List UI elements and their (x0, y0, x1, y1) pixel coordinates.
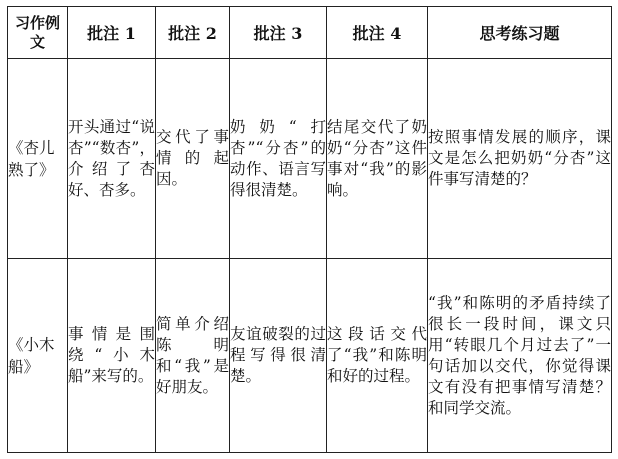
row1-note-2: 交代了事情的起因。 (156, 59, 230, 259)
row-title-xing-er-shu-le: 《杏儿熟了》 (8, 59, 68, 259)
header-exercise: 思考练习题 (428, 7, 612, 59)
row-title-xiao-mu-chuan: 《小木船》 (8, 259, 68, 453)
header-note-4: 批注 4 (327, 7, 428, 59)
row2-question: “我”和陈明的矛盾持续了很长一段时间，课文只用“转眼几个月过去了”一句话加以交代，你觉得课文有没有把事情写清楚？和同学交流。 (428, 259, 612, 453)
header-example-essay: 习作例文 (8, 7, 68, 59)
row1-note-4: 结尾交代了奶奶“分杏”这件事对“我”的影响。 (327, 59, 428, 259)
header-note-3: 批注 3 (230, 7, 327, 59)
row2-note-1: 事情是围绕“小木船”来写的。 (68, 259, 156, 453)
header-row (8, 7, 612, 59)
header-note-1: 批注 1 (68, 7, 156, 59)
row2-note-4: 这段话交代了“我”和陈明和好的过程。 (327, 259, 428, 453)
annotation-table (7, 6, 612, 453)
header-note-2: 批注 2 (156, 7, 230, 59)
table-row (8, 59, 612, 259)
row1-note-1: 开头通过“说杏”“数杏”，介绍了杏好、杏多。 (68, 59, 156, 259)
row1-note-3: 奶奶“打杏”“分杏”的动作、语言写得很清楚。 (230, 59, 327, 259)
table-row (8, 259, 612, 453)
row1-question: 按照事情发展的顺序，课文是怎么把奶奶“分杏”这件事写清楚的？ (428, 59, 612, 259)
row2-note-3: 友谊破裂的过程写得很清楚。 (230, 259, 327, 453)
row2-note-2: 简单介绍陈明和“我”是好朋友。 (156, 259, 230, 453)
